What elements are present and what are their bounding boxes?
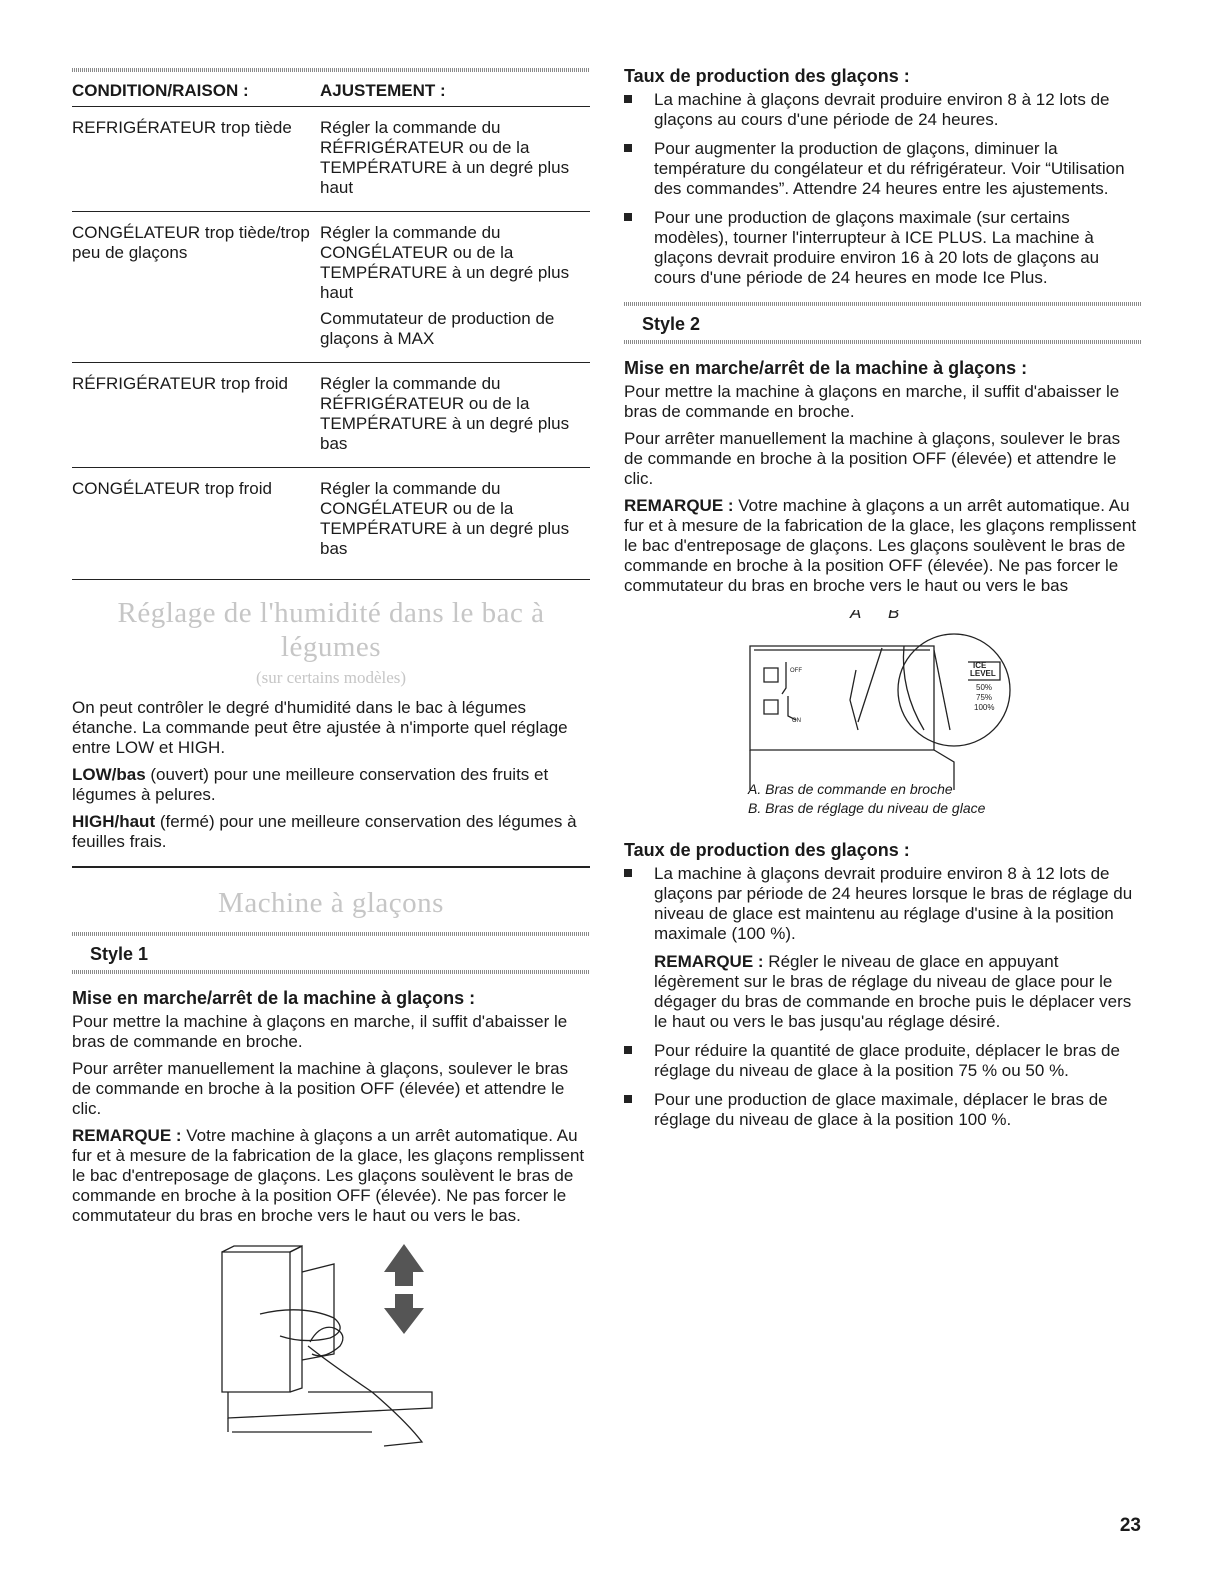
troubleshooting-table (72, 72, 590, 580)
style1-label: Style 1 (90, 944, 149, 964)
note-text: Régler le niveau de glace en appuyant légèrement sur le bras de réglage du niveau de glace pour le dégager du bras de commande en broche puis le déplacer vers le haut ou vers le bas jusqu'au réglage désiré. (654, 952, 1132, 1031)
caption-a: A. Bras de commande en broche (748, 781, 953, 797)
rate2-list (624, 864, 1142, 1130)
adjust-cell (320, 107, 590, 212)
humidity-section-subtitle: (sur certains modèles) (255, 668, 407, 687)
list-item-text: La machine à glaçons devrait produire environ 8 à 12 lots de glaçons au cours d'une période de 24 heures. (654, 90, 1110, 129)
table-row (72, 468, 590, 580)
style1-p2: Pour arrêter manuellement la machine à glaçons, soulever le bras de commande en broche à la position OFF (élevée) et attendre le clic. (72, 1059, 569, 1118)
square-bullet-icon (624, 1046, 632, 1054)
left-column (72, 68, 590, 1457)
header-adjust: AJUSTEMENT : (320, 81, 446, 100)
up-down-arrow-icon (384, 1244, 424, 1334)
caption-b: B. Bras de réglage du niveau de glace (748, 800, 986, 816)
style2-label: Style 2 (642, 314, 701, 334)
condition-cell: CONGÉLATEUR trop froid (72, 468, 320, 580)
note-label: REMARQUE : (624, 496, 734, 515)
high-text: (fermé) pour une meilleure conservation des légumes à feuilles frais. (72, 812, 577, 851)
ice-text: ICE (973, 661, 987, 670)
adjust-cell (320, 212, 590, 363)
list-item (624, 208, 1142, 288)
list-item (624, 90, 1142, 130)
humidity-high (72, 812, 590, 852)
list-item (624, 1090, 1142, 1130)
condition-cell: CONGÉLATEUR trop tiède/trop peu de glaçons (72, 212, 320, 363)
square-bullet-icon (624, 144, 632, 152)
humidity-section-title: Réglage de l'humidité dans le bac à légumes (117, 597, 545, 663)
label-b: B (888, 610, 900, 622)
style1-note (72, 1126, 590, 1226)
table-header-row (72, 72, 590, 107)
style1-dither-bottom (72, 970, 590, 974)
note-label: REMARQUE : (654, 952, 764, 971)
list-item-text: La machine à glaçons devrait produire environ 8 à 12 lots de glaçons par période de 24 heures lorsque le bras de réglage du niveau de glace est maintenu au réglage d'usine à la position maximale (100 %). (654, 864, 1133, 943)
square-bullet-icon (624, 1095, 632, 1103)
icemaker-style1-illustration (72, 1242, 590, 1452)
table-row (72, 107, 590, 212)
icemaker-section-title: Machine à glaçons (218, 887, 444, 919)
square-bullet-icon (624, 869, 632, 877)
style1-p1: Pour mettre la machine à glaçons en marche, il suffit d'abaisser le bras de commande en broche. (72, 1012, 568, 1051)
list-item-text: Pour augmenter la production de glaçons, diminuer la température du congélateur et du réfrigérateur. Voir “Utilisation des commandes”. Attendre 24 heures entre les ajustements. (654, 139, 1125, 198)
note-text: Votre machine à glaçons a un arrêt automatique. Au fur et à mesure de la fabrication de la glace, les glaçons remplissent le bac d'entreposage de glaçons. Les glaçons soulèvent le bras de commande en broche à la position OFF (élevée). Ne pas forcer le commutateur du bras en broche vers le haut ou vers le bas. (72, 1126, 585, 1225)
label-a: A (850, 610, 862, 622)
style1-heading: Mise en marche/arrêt de la machine à glaçons : (72, 988, 476, 1008)
rate1-list (624, 90, 1142, 288)
list-item (624, 864, 1142, 1032)
off-label: OFF (790, 668, 802, 674)
list-item-text: Pour une production de glace maximale, déplacer le bras de réglage du niveau de glace à la position 100 %. (654, 1090, 1108, 1129)
style2-figure (624, 610, 1142, 790)
high-label: HIGH/haut (72, 812, 156, 831)
level-50: 50% (976, 683, 993, 692)
adjust-text: Régler la commande du RÉFRIGÉRATEUR ou de la TEMPÉRATURE à un degré plus haut (320, 118, 570, 197)
adjust-text: Régler la commande du CONGÉLATEUR ou de la TEMPÉRATURE à un degré plus haut (320, 223, 570, 302)
section-rule (72, 866, 590, 868)
list-item-text: Pour réduire la quantité de glace produite, déplacer le bras de réglage du niveau de glace à la position 75 % ou 50 %. (654, 1041, 1120, 1080)
on-label: ON (792, 718, 801, 724)
level-text: LEVEL (970, 669, 996, 678)
list-item-text: Pour une production de glaçons maximale (sur certains modèles), tourner l'interrupteur à ICE PLUS. La machine à glaçons devrait produire environ 16 à 20 lots de glaçons au cours d'une période de 24 heures en mode Ice Plus. (654, 208, 1100, 287)
condition-cell: RÉFRIGÉRATEUR trop froid (72, 363, 320, 468)
square-bullet-icon (624, 95, 632, 103)
icemaker-style2-illustration (624, 610, 1142, 790)
style2-p1: Pour mettre la machine à glaçons en marche, il suffit d'abaisser le bras de commande en broche. (624, 382, 1120, 421)
style2-dither-bottom (624, 340, 1142, 344)
list-item (624, 1041, 1142, 1081)
level-75: 75% (976, 693, 993, 702)
note-text: Votre machine à glaçons a un arrêt automatique. Au fur et à mesure de la fabrication de la glace, les glaçons remplissent le bac d'entreposage de glaçons. Les glaçons soulèvent le bras de commande en broche à la position OFF (élevée). Ne pas forcer le commutateur du bras en broche vers le haut ou vers le bas (624, 496, 1137, 595)
adjust-cell (320, 363, 590, 468)
style2-note (624, 496, 1142, 596)
table-row (72, 363, 590, 468)
adjust-text: Commutateur de production de glaçons à MAX (320, 309, 555, 348)
rate2-note (654, 952, 1142, 1032)
note-label: REMARQUE : (72, 1126, 182, 1145)
square-bullet-icon (624, 213, 632, 221)
list-item (624, 139, 1142, 199)
right-column (624, 68, 1142, 1139)
page-number: 23 (1119, 1515, 1141, 1536)
low-label: LOW/bas (72, 765, 146, 784)
header-condition: CONDITION/RAISON : (72, 81, 249, 100)
low-text: (ouvert) pour une meilleure conservation des fruits et légumes à pelures. (72, 765, 549, 804)
style2-p2: Pour arrêter manuellement la machine à glaçons, soulever le bras de commande en broche à la position OFF (élevée) et attendre le clic. (624, 429, 1121, 488)
table-row (72, 212, 590, 363)
humidity-low (72, 765, 590, 805)
level-100: 100% (974, 703, 995, 712)
style1-figure (72, 1242, 590, 1457)
humidity-intro: On peut contrôler le degré d'humidité dans le bac à légumes étanche. La commande peut être ajustée à n'importe quel réglage entre LOW et HIGH. (72, 698, 568, 757)
adjust-text: Régler la commande du RÉFRIGÉRATEUR ou de la TEMPÉRATURE à un degré plus bas (320, 374, 570, 453)
adjust-cell (320, 468, 590, 580)
adjust-text: Régler la commande du CONGÉLATEUR ou de la TEMPÉRATURE à un degré plus bas (320, 479, 570, 558)
condition-cell: REFRIGÉRATEUR trop tiède (72, 107, 320, 212)
rate1-heading: Taux de production des glaçons : (624, 66, 910, 86)
rate2-heading: Taux de production des glaçons : (624, 840, 910, 860)
style2-heading: Mise en marche/arrêt de la machine à glaçons : (624, 358, 1028, 378)
